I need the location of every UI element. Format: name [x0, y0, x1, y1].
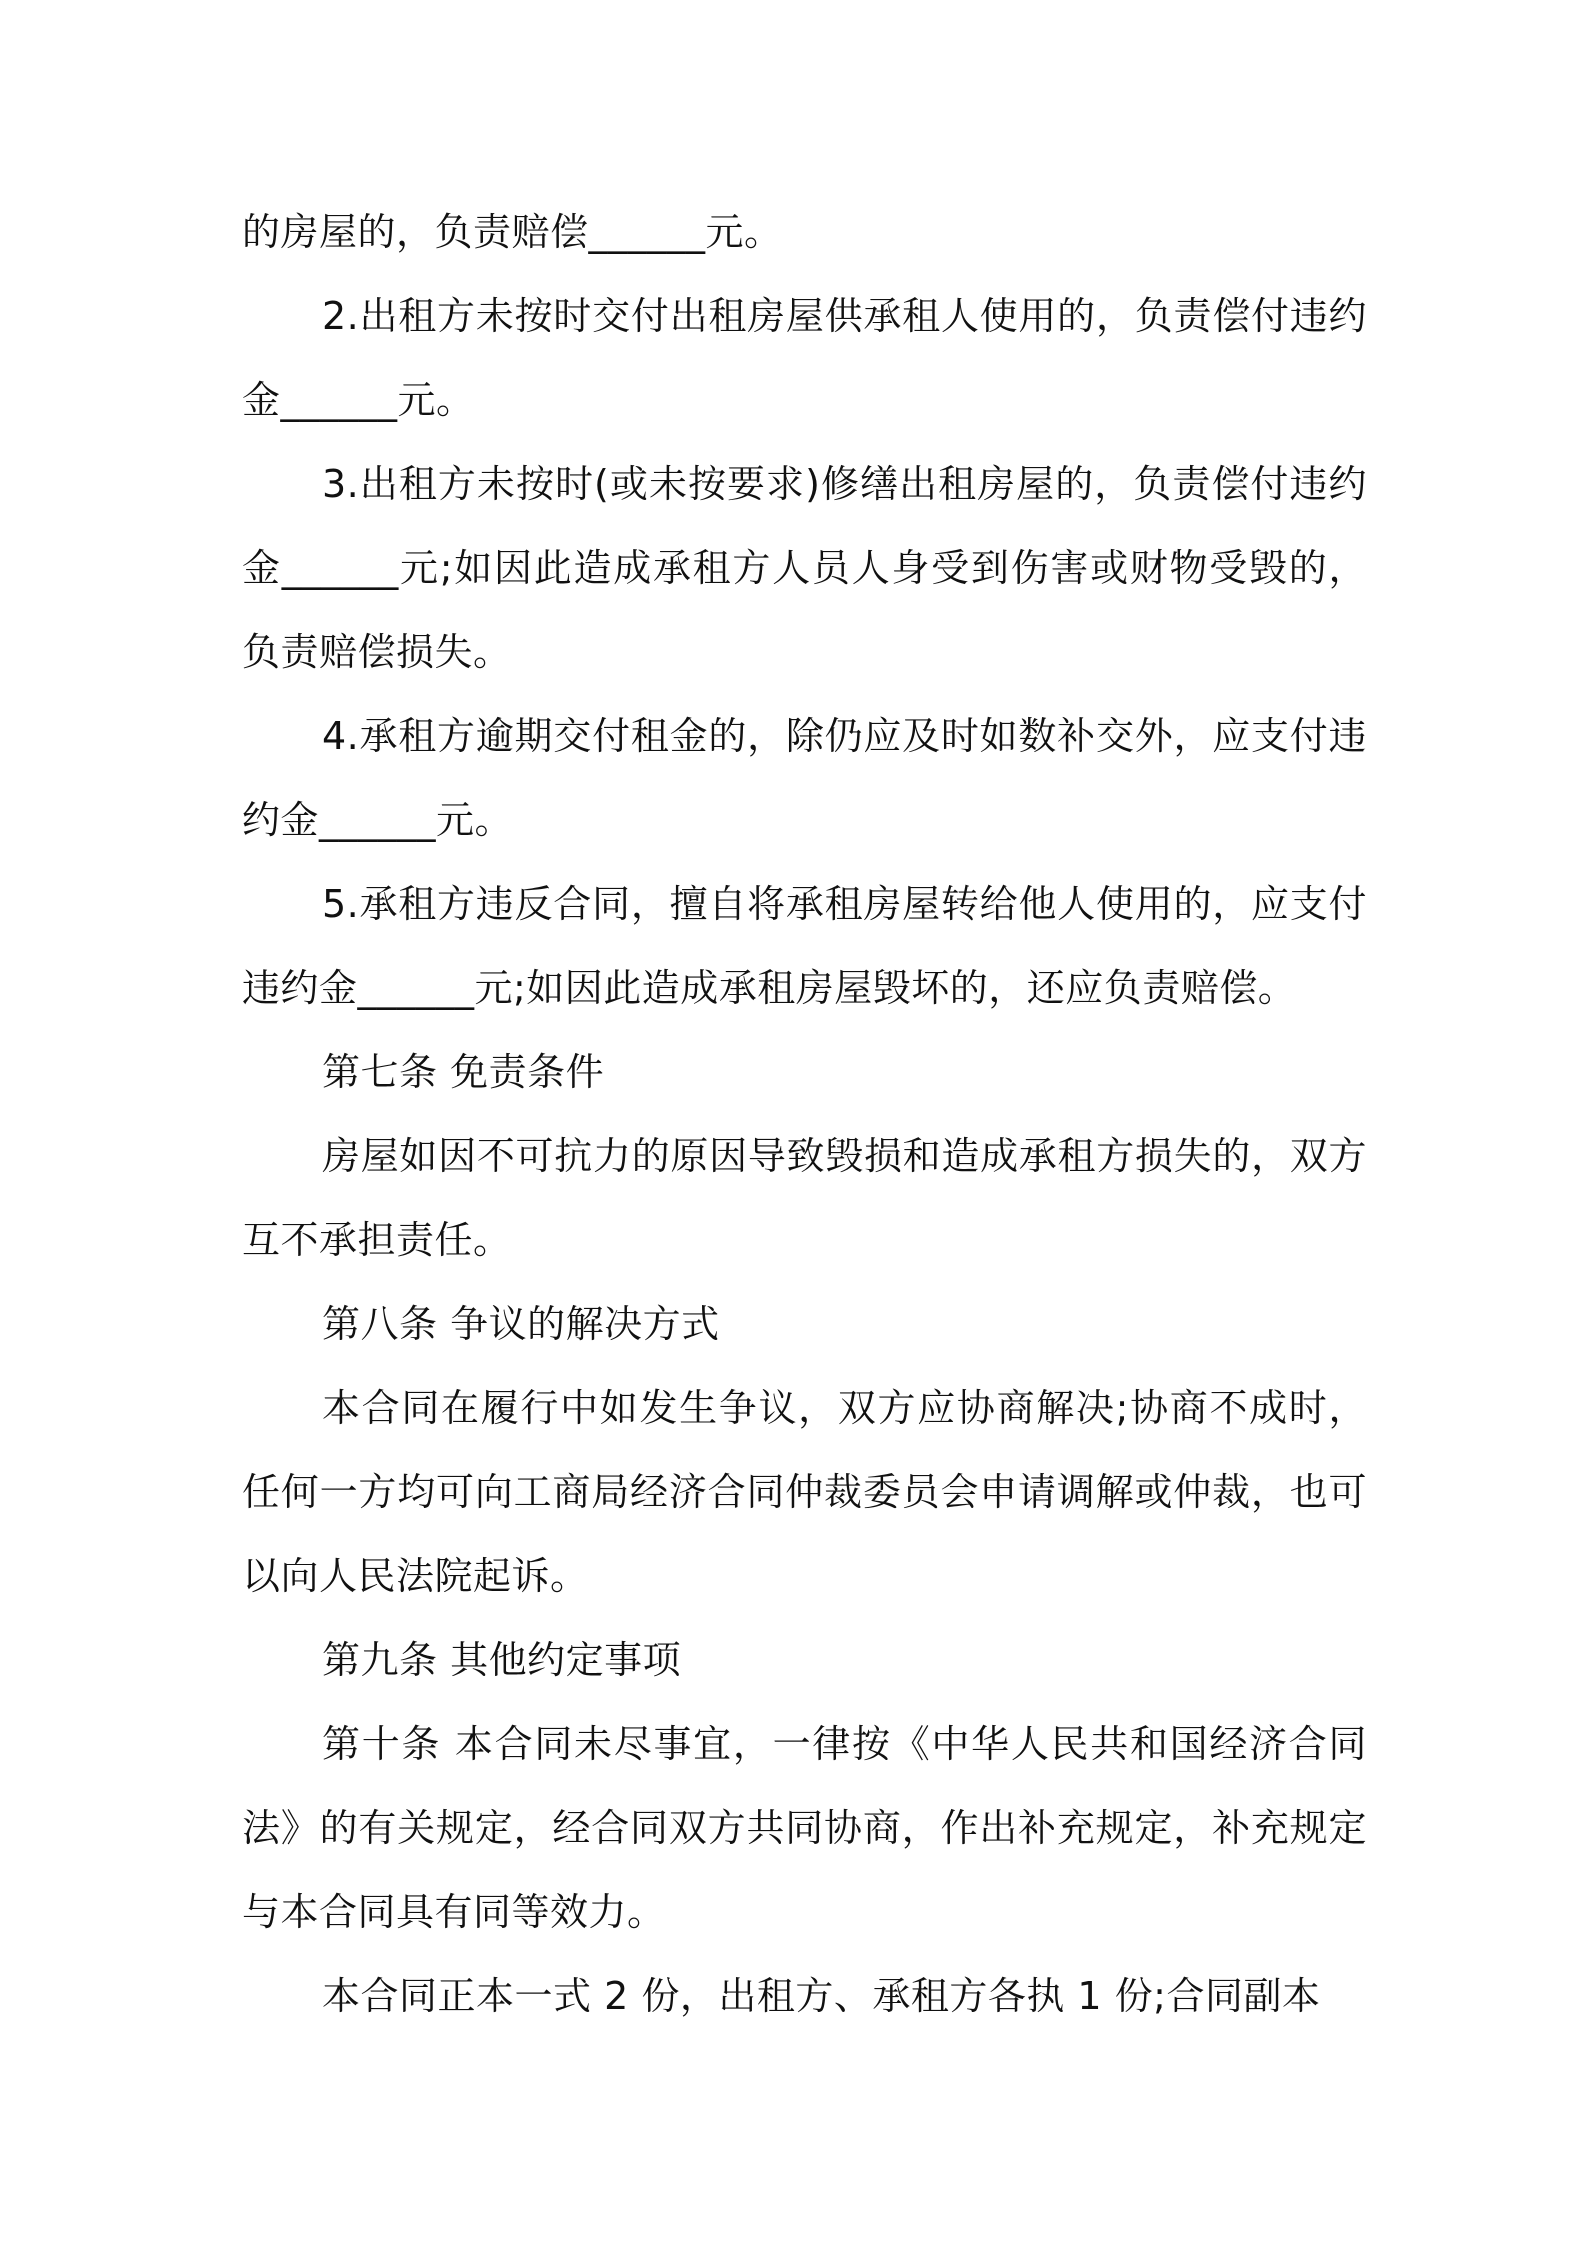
paragraph-article-8: 本合同在履行中如发生争议，双方应协商解决;协商不成时，任何一方均可向工商局经济合同仲裁委员会申请调解或仲裁，也可以向人民法院起诉。: [242, 1386, 1367, 1598]
article-7-heading: 第七条 免责条件: [322, 1050, 605, 1094]
paragraph-item-3: 3.出租方未按时(或未按要求)修缮出租房屋的，负责偿付违约金______元;如因此造成承租方人员人身受到伤害或财物受毁的，负责赔偿损失。: [242, 462, 1367, 674]
paragraph-item-2: 2.出租方未按时交付出租房屋供承租人使用的，负责偿付违约金______元。: [242, 294, 1367, 422]
paragraph-article-10: 第十条 本合同未尽事宜，一律按《中华人民共和国经济合同法》的有关规定，经合同双方共同协商，作出补充规定，补充规定与本合同具有同等效力。: [242, 1722, 1367, 1934]
paragraph-item-4: 4.承租方逾期交付租金的，除仍应及时如数补交外，应支付违约金______元。: [242, 714, 1367, 842]
contract-text-body: [242, 190, 1367, 2038]
paragraph-article-7: 房屋如因不可抗力的原因导致毁损和造成承租方损失的，双方互不承担责任。: [242, 1134, 1367, 1262]
paragraph-continuation: 的房屋的，负责赔偿______元。: [242, 210, 783, 254]
paragraph-item-5: 5.承租方违反合同，擅自将承租房屋转给他人使用的，应支付违约金______元;如因此造成承租房屋毁坏的，还应负责赔偿。: [242, 882, 1367, 1010]
article-9-heading: 第九条 其他约定事项: [322, 1638, 682, 1682]
article-8-heading: 第八条 争议的解决方式: [322, 1302, 720, 1346]
paragraph-copies: 本合同正本一式 2 份，出租方、承租方各执 1 份;合同副本: [322, 1974, 1321, 2018]
